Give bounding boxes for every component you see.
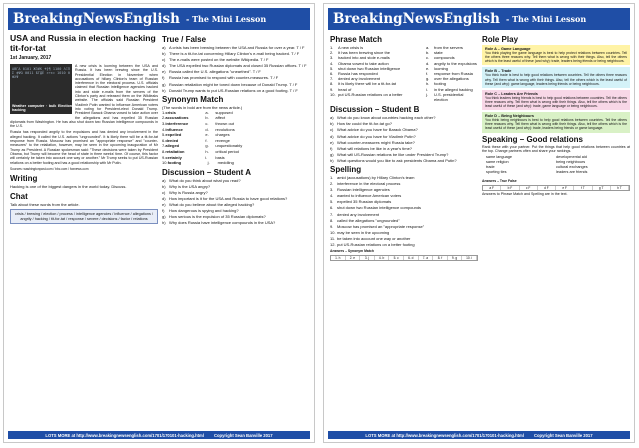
discussion-b-item-number: b) — [330, 121, 334, 127]
discussion-b-item-number: c) — [330, 127, 334, 133]
discussion-a-item-text: Why does Russia have intelligence compounds in the USA? — [169, 220, 276, 226]
synonym-cell: d. — [205, 126, 209, 132]
answers-synonym-label: Answers – Synonym Match — [330, 249, 374, 254]
tf-item-number: h) — [162, 87, 166, 93]
synonym-cell: b. — [205, 115, 209, 121]
synonym-cell: revenge — [215, 137, 230, 143]
phrase-match-cell: 1. — [330, 45, 334, 50]
speaking-heading: Speaking – Good relations — [482, 134, 583, 144]
speaking-item: sporting ties — [486, 170, 507, 175]
phrase-match-cell: 3. — [330, 55, 334, 61]
discussion-b-item-number: f) — [330, 145, 333, 151]
article-headline: USA and Russia in election hacking tit-for-tat — [10, 34, 156, 53]
discussion-a-item-number: g) — [162, 214, 166, 220]
answer-cell: h T — [611, 186, 629, 190]
discussion-b-item-number: d) — [330, 133, 334, 139]
spelling-item — [330, 199, 478, 204]
discussion-a-item — [162, 196, 310, 201]
synonym-cell: 10. — [162, 160, 168, 166]
speaking-item: leaders are friends — [556, 170, 588, 175]
tf-item-number: e) — [162, 69, 166, 75]
discussion-b-item-text: What will US-Russian relations be like under President Trump? — [337, 151, 449, 157]
discussion-a-item — [162, 214, 310, 219]
discussion-b-list — [330, 115, 478, 163]
role-cards — [482, 45, 630, 133]
spelling-list — [330, 175, 478, 247]
discussion-b-item — [330, 134, 478, 139]
synonym-heading: Synonym Match — [162, 94, 224, 104]
site-banner — [328, 8, 630, 30]
chat-heading: Chat — [10, 191, 28, 201]
spelling-item-text: may be seen in the upcoming — [337, 229, 390, 235]
answer-cell: 9. g — [448, 256, 463, 260]
discussion-b-item-text: What questions would you like to ask presidents Obama and Putin? — [337, 157, 457, 163]
role-card — [482, 45, 630, 65]
phrase-match-row — [330, 92, 478, 102]
role-card — [482, 67, 630, 87]
answer-cell: 8. f — [433, 256, 448, 260]
discussion-a-item — [162, 208, 310, 213]
speaking-items — [482, 153, 630, 177]
discussion-b-item — [330, 121, 478, 126]
article-date: 1st January, 2017 — [10, 55, 52, 61]
phrase-match-cell: d. — [426, 60, 430, 66]
speaking-item: trade — [486, 165, 495, 170]
phrase-match-cell: hacked into and stole e-mails — [338, 55, 390, 61]
answer-cell: 7. a — [419, 256, 434, 260]
discussion-b-item-text: What counter-measures might Russia take? — [337, 139, 415, 145]
tf-item — [162, 82, 310, 87]
article-paragraph: Russia has responded angrily to the expulsions and has denied any involvement in the alleged hacking. It called the U.S. actions "ungrounded". It is likely there will be a tit-for-tat response from Russia. Moscow has promised an "appropriate response" and "counter-measures" to the retaliation, however, may be seen in the upcoming inauguration of Mr Trump as President. A Russian spokesman said: "These decisions were taken by President Obama, but Trump will become the head of state in three weeks' time. Of course, this factor will certainly be taken into account one way or another." Mr Trump seeks to put US-Russian relations on a better footing and has a good relationship with Mr Putin. — [10, 130, 158, 165]
discussion-b-item-number: h) — [330, 157, 334, 163]
phrase-match-cell: footing — [434, 81, 447, 87]
spelling-item-text: wanted to influence American voters — [337, 193, 402, 199]
discussion-b-item-number: g) — [330, 151, 334, 157]
synonym-cell: revolutions — [215, 126, 235, 132]
discussion-a-item — [162, 220, 310, 225]
synonym-cell: a. — [205, 109, 209, 115]
site-banner — [8, 8, 310, 30]
tf-item-number: c) — [162, 57, 166, 63]
role-card-text: You think playing the game language is best to help protect relations between countries. Tell the others three reasons why. Tell them what is wrong with their things. Also, tell the others which is the least useful of these (and why): trade, leaders being friends or being neighbours. — [485, 51, 627, 64]
spelling-item — [330, 187, 478, 192]
synonym-cell: h. — [205, 149, 209, 154]
role-card — [482, 112, 630, 132]
tf-item-number: a) — [162, 45, 166, 50]
speaking-item: same language — [486, 155, 512, 160]
discussion-a-item-number: e) — [162, 202, 166, 208]
article-body — [10, 64, 158, 165]
answer-cell: 10. i — [462, 256, 477, 260]
answer-cell: 3. j — [360, 256, 375, 260]
tf-item-text: The USA expelled two Russian diplomats and closed 35 Russian offices. T / F — [169, 63, 307, 69]
synonym-cell: footing — [167, 160, 182, 166]
discussion-a-item — [162, 178, 310, 183]
discussion-b-item — [330, 127, 478, 132]
phrase-match-cell: shut down two Russian intelligence — [338, 65, 401, 71]
speaking-item: developmental aid — [556, 155, 587, 160]
tf-item-number: f) — [162, 75, 165, 81]
synonym-cell: critical period — [215, 149, 239, 154]
discussion-b-item — [330, 152, 478, 157]
synonym-cell: g. — [205, 143, 209, 149]
phrase-match-cell: response from Russia — [434, 71, 473, 77]
spelling-heading: Spelling — [330, 164, 362, 174]
synonym-cell: certainly — [165, 154, 182, 160]
phrase-match-cell: g. — [426, 76, 430, 82]
discussion-a-item-text: What do you believe about the alleged hacking? — [169, 202, 255, 208]
spelling-item-number: 10. — [330, 229, 336, 235]
spelling-item-number: 1. — [330, 174, 334, 180]
synonym-cell: 5. — [162, 132, 166, 138]
spelling-item-number: 11. — [330, 235, 336, 241]
tf-item-number: b) — [162, 51, 166, 57]
synonym-cell: j. — [207, 160, 210, 166]
phrase-match-cell: 7. — [330, 76, 334, 82]
answer-cell: 6. d — [404, 256, 419, 260]
spelling-item-text: shut down two Russian intelligence compounds — [337, 205, 422, 211]
tf-item — [162, 57, 310, 62]
spelling-item-number: 12. — [330, 242, 336, 248]
tf-item — [162, 45, 310, 50]
phrase-match-cell: 5. — [330, 65, 334, 71]
tf-item-number: g) — [162, 81, 166, 87]
synonym-cell: 6. — [162, 137, 166, 143]
synonym-cell: unquestionably — [215, 143, 243, 149]
discussion-a-item-number: a) — [162, 177, 166, 183]
answer-cell: d F — [538, 186, 556, 190]
spelling-item-text: put US-Russian relations on a better footing — [337, 242, 415, 248]
phrase-match-cell: a. — [426, 45, 430, 50]
phrase-match-cell: It has been brewing since the — [338, 50, 391, 56]
phrase-match-cell: 10. — [330, 91, 336, 97]
lesson-page-1 — [3, 3, 315, 443]
synonym-cell: influence — [165, 126, 183, 132]
phrase-match-cell: It is likely there will be a tit-for-tat — [338, 81, 397, 87]
synonym-row — [162, 160, 310, 166]
role-card-text: You think leaders being friends is best to help good relations between countries. Tell the others three reasons why. Tell them what is wrong with their things. Also, tell the others which is the least useful of these (and why): trade, game language or being neighbours. — [485, 95, 627, 109]
phrase-match-heading: Phrase Match — [330, 35, 383, 44]
discussion-a-item-number: c) — [162, 189, 166, 195]
discussion-b-item — [330, 158, 478, 163]
photo-glyphs: ΑΒΓΔ 0101 ЖЗИК ǂ§¶ 1100 ΛΞΠΣ ϕΨΩ 0011 БГДЁ ×÷±≈ 1010 ΘΦΧΨ — [12, 67, 70, 80]
answer-cell: g T — [593, 186, 611, 190]
tf-item-text: Donald Trump wants to put US-Russian relations on a good footing. T / F — [169, 87, 298, 93]
spelling-item — [330, 175, 478, 180]
chat-intro: Talk about these words from the article. — [10, 201, 80, 207]
discussion-a-item-number: b) — [162, 183, 166, 189]
tf-item-text: There is a tit-for-tat concerning Hillary Clinton's e-mail being hacked. T / F — [169, 51, 300, 57]
discussion-b-item — [330, 146, 478, 151]
phrase-match-cell: 6. — [330, 71, 334, 77]
spelling-item — [330, 205, 478, 210]
synonym-cell: 2. — [162, 115, 166, 121]
synonym-cell: i. — [205, 154, 208, 160]
discussion-a-item-text: How dangerous is spying and hacking? — [169, 208, 239, 214]
synonym-cell: f. — [205, 137, 208, 143]
role-card-title: Role C – Leaders Are Friends — [485, 91, 538, 96]
discussion-a-item — [162, 190, 310, 195]
tf-item-text: Russia called the U.S. allegations "unearthed". T / F — [169, 69, 261, 75]
synonym-cell: accusations — [165, 115, 189, 121]
speaking-item: being neighbours — [556, 160, 586, 165]
discussion-a-item-text: How important is it for the USA and Russia to have good relations? — [169, 196, 288, 202]
phrase-match-cell: i. — [426, 86, 428, 92]
spelling-item — [330, 218, 478, 223]
spelling-item — [330, 193, 478, 198]
discussion-b-item — [330, 115, 478, 120]
answer-cell: 5. c — [389, 256, 404, 260]
synonym-cell: denied — [165, 137, 179, 143]
spelling-item-text: Moscow has promised an "appropriate response" — [337, 223, 425, 229]
tf-item — [162, 75, 310, 80]
phrase-match-cell: f. — [426, 71, 429, 77]
page-footer — [328, 431, 630, 439]
phrase-match-cell: j. — [426, 91, 428, 97]
discussion-b-item-text: What advice do you have for Barack Obama? — [337, 127, 418, 133]
discussion-a-heading: Discussion – Student A — [162, 167, 252, 177]
answer-cell: 2. e — [346, 256, 361, 260]
spelling-item-number: 9. — [330, 223, 334, 229]
synonym-cell: 3. — [162, 121, 166, 127]
phrase-match-cell: head of — [338, 86, 352, 92]
footer-link[interactable]: LOTS MORE at http://www.breakingnewsenglish.com/1701/170101-hacking.html — [45, 432, 204, 438]
footer-link[interactable]: LOTS MORE at http://www.breakingnewsenglish.com/1701/170101-hacking.html — [365, 432, 524, 438]
phrase-match-cell: looming — [434, 65, 449, 71]
phrase-match-cell: denied any involvement — [338, 76, 381, 82]
phrase-match-cell: Obama vowed to take action — [338, 60, 389, 66]
discussion-a-item-number: f) — [162, 208, 165, 214]
spelling-item — [330, 224, 478, 229]
phrase-match-cell: e. — [426, 65, 430, 71]
discussion-a-item — [162, 184, 310, 189]
phrase-match-cell: 4. — [330, 60, 334, 66]
phrase-match-cell: state — [434, 50, 443, 56]
synonym-cell: supposed — [215, 109, 233, 115]
answers-tf-row — [482, 185, 630, 191]
true-false-heading: True / False — [162, 35, 207, 44]
phrase-match-cell: A new crisis is — [338, 45, 364, 50]
spelling-item — [330, 242, 478, 247]
phrase-match-table — [330, 45, 478, 102]
synonym-cell: thrown out — [215, 121, 235, 127]
footer-copyright: Copyright Sean Banville 2017 — [533, 432, 593, 438]
spelling-item-text: interference in the electoral process — [337, 181, 401, 187]
spelling-item-text: Russian intelligence agencies — [337, 187, 390, 193]
role-card — [482, 90, 630, 110]
spelling-item-number: 7. — [330, 211, 334, 217]
synonym-intro: (The words in bold are from the news article.) — [162, 104, 243, 110]
phrase-match-cell: over the allegations — [434, 76, 469, 82]
phrase-match-cell: Russia has responded — [338, 71, 378, 77]
tf-item — [162, 69, 310, 74]
synonym-cell: 4. — [162, 126, 166, 132]
writing-prompt: Hacking is one of the biggest dangers in the world today. Discuss. — [10, 183, 127, 189]
discussion-a-item-text: Why is Russia angry? — [169, 189, 208, 195]
tf-item — [162, 51, 310, 56]
synonym-cell: e. — [205, 132, 209, 138]
spelling-item-text: amid (accusations) by Hillary Clinton's team — [337, 174, 415, 180]
spelling-item — [330, 236, 478, 241]
tf-item-text: Russia has promised to respond with counter-measures. T / F — [169, 75, 279, 81]
spelling-item-text: denied any involvement — [337, 211, 380, 217]
discussion-b-item — [330, 140, 478, 145]
article-photo — [10, 64, 72, 114]
discussion-a-item-text: Why is the USA angry? — [169, 183, 211, 189]
writing-heading: Writing — [10, 173, 38, 183]
role-card-text: You think trade is best to help good relations between countries. Tell the others three reasons why. Tell them what is wrong with their things. Also, tell the others which is the least useful of these (and why): game language, leaders being friends or being neighbours. — [485, 73, 627, 86]
true-false-list — [162, 45, 310, 93]
synonym-cell: 9. — [162, 154, 166, 160]
synonym-cell: interference — [165, 121, 189, 127]
answer-cell: 1. h — [331, 256, 346, 260]
synonym-cell: 1. — [162, 109, 166, 115]
tf-item-text: Russian retaliation might be toned down because of Donald Trump. T / F — [169, 81, 298, 87]
discussion-b-item-text: What do you know about countries hacking each other? — [337, 115, 436, 121]
discussion-a-item-number: h) — [162, 220, 166, 226]
left-column — [330, 34, 478, 261]
tf-item — [162, 88, 310, 93]
answers-tf-label: Answers – True False — [482, 179, 517, 184]
spelling-item-number: 3. — [330, 187, 334, 193]
discussion-b-item-number: e) — [330, 139, 334, 145]
answer-cell: a F — [483, 186, 501, 190]
discussion-b-item-text: What advice do you have for Vladimir Putin? — [337, 133, 416, 139]
synonym-cell: 7. — [162, 143, 166, 149]
role-card-text: You think being neighbours is best to help good relations between countries. Tell the others three reasons why. Tell them what is wrong with their things. Also, tell the others which is the least useful of these (and why): trade, leaders being friends or game language. — [485, 118, 627, 131]
spelling-item-number: 2. — [330, 181, 334, 187]
left-column — [10, 34, 158, 224]
phrase-match-cell: from the servers — [434, 45, 463, 50]
synonym-table — [162, 110, 310, 166]
tf-item — [162, 63, 310, 68]
synonym-cell: 8. — [162, 149, 166, 154]
spelling-item-number: 4. — [330, 193, 334, 199]
spelling-item-number: 6. — [330, 205, 334, 211]
brand-title: BreakingNewsEnglish — [333, 11, 500, 27]
spelling-item-text: expelled 35 Russian diplomats — [337, 199, 392, 205]
phrase-match-cell: 2. — [330, 50, 334, 56]
role-card-title: Role A – Game Language — [485, 47, 531, 51]
tf-item-text: The e-mails were posted on the website Wikipedia. T / F — [169, 57, 269, 63]
phrase-match-cell: put US-Russian relations on a better — [338, 91, 403, 97]
answer-cell: f T — [574, 186, 592, 190]
brand-title: BreakingNewsEnglish — [13, 11, 180, 27]
spelling-item-number: 5. — [330, 199, 334, 205]
article-paragraph: A new crisis is looming between the USA and Russia. It has been brewing since the U.S. Presidential Election in November when accusations of hillary Clinton's team of Russian interference in the electoral process. U.S. officials claimed that Russian intelligence agencies hacked into and stole e-mails from the servers of the Clinton's party and released them on the Wikileaks website. The officials said Russian President Vladimir Putin wanted to influence American voters into voting for President-elect Donald Trump. President Barack Obama vowed to take action over the allegations and has expelled 35 Russian diplomats from Washington. He has also shut down two Russian intelligence compounds in the U.S. — [10, 64, 158, 129]
right-column — [162, 34, 310, 227]
phrase-match-cell: h. — [426, 81, 430, 87]
phrase-match-cell: b. — [426, 50, 430, 56]
brand-subtitle: - The Mini Lesson — [505, 14, 587, 24]
synonym-cell: basis — [215, 154, 225, 160]
discussion-a-list — [162, 178, 310, 226]
speaking-item: same religion — [486, 160, 509, 165]
role-card-title: Role B – Trade — [485, 69, 512, 74]
synonym-cell: meddling — [217, 160, 234, 166]
page-footer — [8, 431, 310, 439]
discussion-a-item-number: d) — [162, 196, 166, 202]
spelling-item-text: called the allegations "ungrounded" — [337, 217, 400, 223]
phrase-match-cell: U.S. presidential election — [434, 91, 464, 103]
synonym-cell: affect — [215, 115, 226, 121]
synonym-cell: retaliation — [165, 149, 185, 154]
discussion-a-item — [162, 202, 310, 207]
phrase-match-cell: c. — [426, 55, 430, 61]
answer-cell: c F — [520, 186, 538, 190]
brand-subtitle: - The Mini Lesson — [185, 14, 267, 24]
discussion-b-item-number: a) — [330, 115, 334, 121]
tf-item-text: A crisis has been brewing between the USA and Russia for over a year. T / F — [169, 45, 305, 50]
photo-caption: Weather computer · bulk Election hacking — [12, 103, 72, 112]
lesson-page-2 — [323, 3, 635, 443]
synonym-cell: charges — [215, 132, 230, 138]
spelling-item-number: 8. — [330, 217, 334, 223]
discussion-b-item-text: How far could the tit-for-tat go? — [337, 121, 392, 127]
phrase-match-cell: compounds — [434, 55, 455, 61]
answer-cell: 4. b — [375, 256, 390, 260]
answers-synonym-row — [330, 255, 478, 261]
footer-copyright: Copyright Sean Banville 2017 — [213, 432, 273, 438]
discussion-b-heading: Discussion – Student B — [330, 105, 420, 115]
phrase-match-cell: in the alleged hacking — [434, 86, 473, 92]
tf-item-number: d) — [162, 63, 166, 69]
synonym-cell: crisis — [165, 109, 176, 115]
answer-cell: e F — [556, 186, 574, 190]
right-column — [482, 34, 630, 196]
answer-cell: b F — [501, 186, 519, 190]
synonym-cell: expelled — [165, 132, 182, 138]
phrase-match-cell: angrily to the expulsions — [434, 60, 477, 66]
phrase-match-cell: 9. — [330, 86, 334, 92]
discussion-a-item-text: How serious is the expulsion of 35 Russian diplomats? — [169, 214, 266, 220]
speaking-intro: Rank these with your partner. Put the things that help good relations between countries at the top. Change partners often and share your rankings. — [482, 144, 630, 153]
discussion-a-item-text: What do you think about what you read? — [169, 177, 241, 183]
spelling-item-text: be taken into account one way or another — [337, 235, 411, 241]
spelling-item — [330, 212, 478, 217]
speaking-item: cultural exchanges — [556, 165, 588, 170]
role-play-heading: Role Play — [482, 35, 519, 44]
role-card-title: Role D – Being Neighbours — [485, 114, 534, 119]
answers-note: Answers to Phrase Match and Spelling are in the text. — [482, 192, 568, 197]
article-sources: Sources: washingtonpost.com / bbc.com / foxnews.com — [10, 166, 89, 171]
synonym-cell: c. — [205, 121, 209, 127]
spelling-item — [330, 181, 478, 186]
synonym-cell: alleged — [165, 143, 180, 149]
discussion-b-item-text: What will relations be like in a year's time? — [337, 145, 413, 151]
spelling-item — [330, 230, 478, 235]
chat-word-box: crisis / brewing / election / process / intelligence agencies / influence / allegations / angrily / hacking / tit-for-tat / response / severe / decisions / factor / relations — [10, 209, 158, 224]
phrase-match-cell: 8. — [330, 81, 334, 87]
